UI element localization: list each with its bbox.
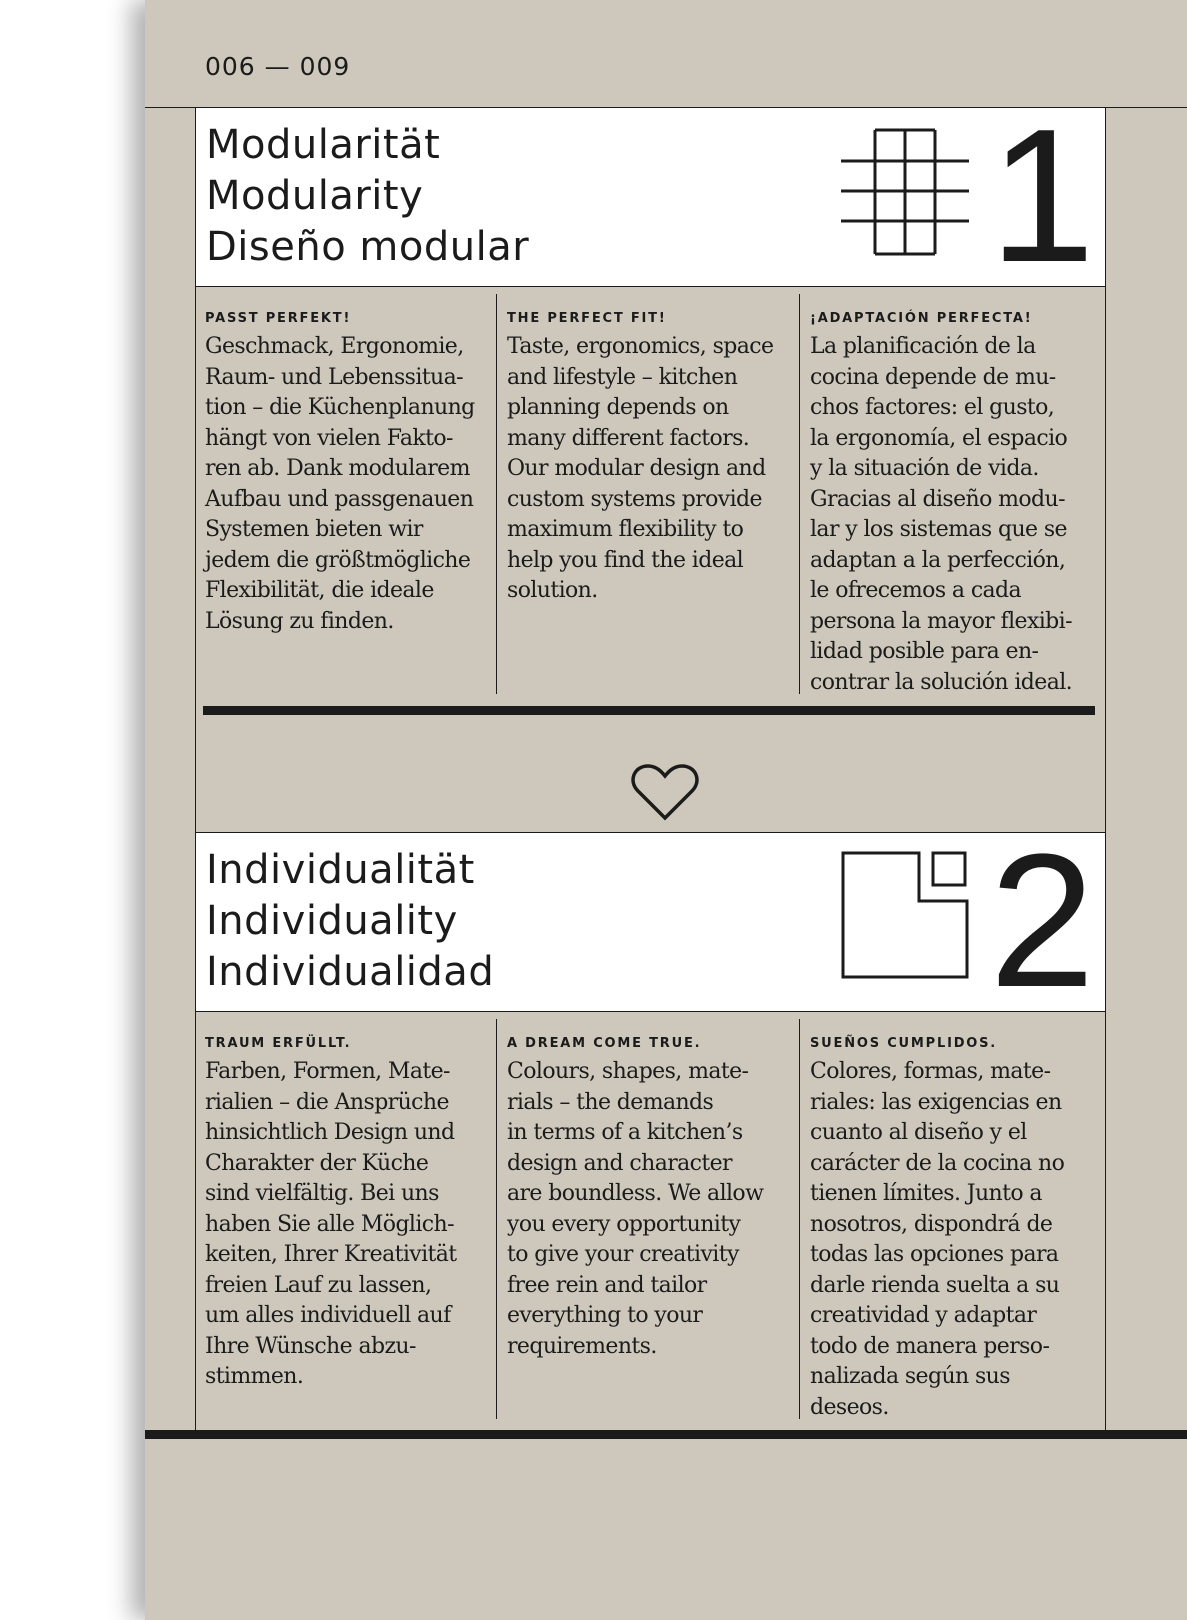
column-text: Colores, formas, mate- riales: las exigencias en cuanto al diseño y el carácter de la cocina no tienen límites. Junto a nosotros, dispondrá de todas las opciones para darle rienda suelta a su creatividad y adaptar todo de manera perso- nalizada según sus deseos. [810, 1059, 1065, 1420]
column-label: TRAUM ERFÜLLT. [205, 1036, 352, 1051]
column-label: A DREAM COME TRUE. [507, 1036, 702, 1051]
section-2-number: 2 [989, 815, 1095, 1027]
column-text: Taste, ergonomics, space and lifestyle – kitchen planning depends on many different factors. Our modular design and custom systems provide maximum flexibility to help you find the ideal solution. [507, 334, 774, 603]
section-1-number: 1 [989, 90, 1095, 302]
section-2-column-en [507, 1035, 799, 1362]
section-1-title-de: Modularität [206, 122, 441, 168]
section-1-column-es [810, 310, 1102, 698]
section-1-title-en: Modularity [206, 173, 424, 219]
brochure-page [145, 0, 1187, 1620]
grid-icon [841, 128, 971, 258]
section-2-title-en: Individuality [206, 898, 458, 944]
column-text: Colours, shapes, mate- rials – the demands in terms of a kitchen’s design and character are boundless. We allow you every opportunity to give your creativity free rein and tailor everything to your requirements. [507, 1059, 764, 1359]
section-1-title-es: Diseño modular [206, 224, 530, 270]
section-divider-rule [203, 706, 1095, 715]
column-label: PASST PERFEKT! [205, 311, 352, 326]
section-1-title-box [195, 90, 1106, 302]
column-label: ¡ADAPTACIÓN PERFECTA! [810, 311, 1033, 326]
section-2-col-divider-2 [799, 1019, 800, 1419]
section-1-column-de [205, 310, 497, 637]
column-label: THE PERFECT FIT! [507, 311, 667, 326]
section-2-column-de [205, 1035, 497, 1393]
column-text: Farben, Formen, Mate- rialien – die Ansprüche hinsichtlich Design und Charakter der Küche sind vielfältig. Bei uns haben Sie alle Möglich- keiten, Ihrer Kreativität freien Lauf zu lassen, um alles individuell auf Ihre Wünsche abzu- stimmen. [205, 1059, 457, 1389]
page-number: 006 — 009 [205, 52, 351, 81]
section-1-titles [206, 120, 529, 273]
column-label: SUEÑOS CUMPLIDOS. [810, 1036, 998, 1051]
section-1-col-divider-2 [799, 294, 800, 694]
squares-icon [841, 851, 971, 981]
heart-icon [630, 762, 700, 824]
bottom-rule [145, 1430, 1187, 1439]
column-text: La planificación de la cocina depende de mu- chos factores: el gusto, la ergonomía, el espacio y la situación de vida. Gracias al diseño modu- lar y los sistemas que se adaptan a la perfección, le ofrecemos a cada persona la mayor flexibi- lidad posible para en- contrar la solución ideal. [810, 334, 1073, 695]
section-2-titles [206, 845, 494, 998]
frame-right-line [1105, 107, 1106, 1430]
section-2-column-es [810, 1035, 1102, 1423]
section-2-title-de: Individualität [206, 847, 475, 893]
section-2-title-box [195, 815, 1106, 1027]
section-2-title-es: Individualidad [206, 949, 495, 995]
column-text: Geschmack, Ergonomie, Raum- und Lebenssitua- tion – die Küchenplanung hängt von vielen Fakto- ren ab. Dank modularem Aufbau und passgenauen Systemen bieten wir jedem die größtmögliche Flexibilität, die ideale Lösung zu finden. [205, 334, 475, 634]
section-1-column-en [507, 310, 799, 607]
frame-left-line [195, 107, 196, 1430]
